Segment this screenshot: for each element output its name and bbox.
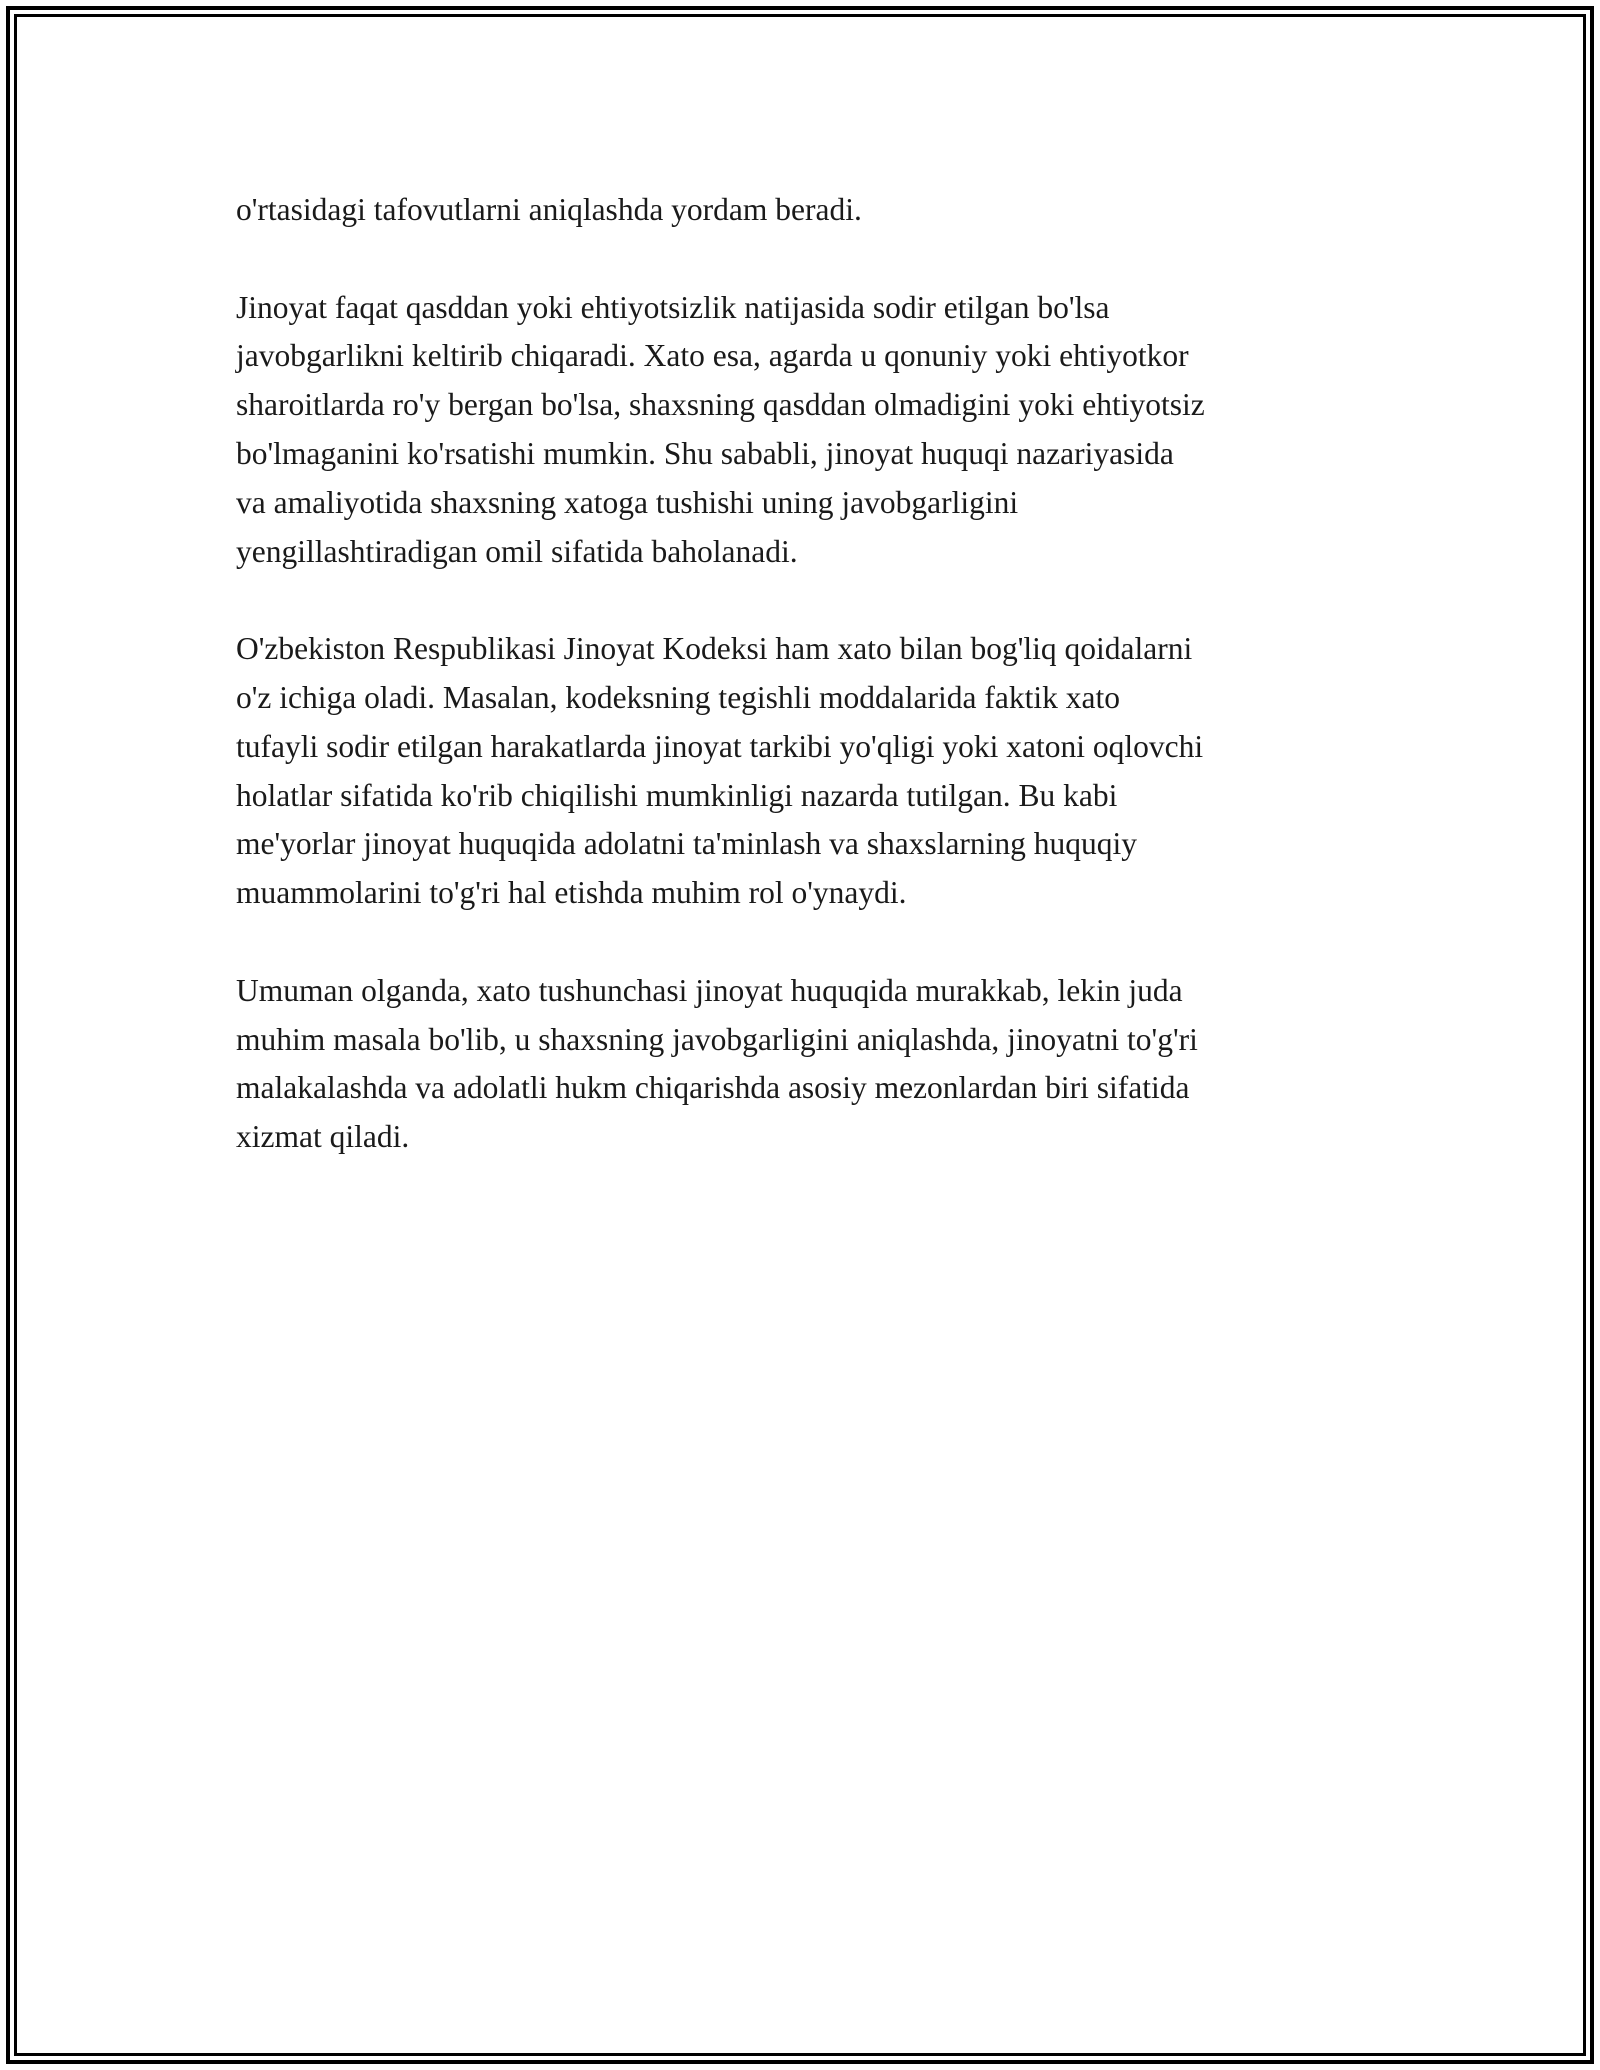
text-line: muammolarini to'g'ri hal etishda muhim rol o'ynaydi. (236, 875, 907, 911)
paragraph-criminal-code (236, 625, 1376, 918)
paragraph-intent-negligence (236, 284, 1376, 577)
text-line: malakalashda va adolatli hukm chiqarishda asosiy mezonlardan biri sifatida (236, 1070, 1190, 1106)
paragraph-continuation (236, 186, 1376, 235)
text-line: javobgarlikni keltirib chiqaradi. Xato esa, agarda u qonuniy yoki ehtiyotkor (236, 338, 1189, 374)
text-line: tufayli sodir etilgan harakatlarda jinoyat tarkibi yo'qligi yoki xatoni oqlovchi (236, 728, 1204, 764)
text-line: o'rtasidagi tafovutlarni aniqlashda yordam beradi. (236, 192, 862, 227)
text-line: me'yorlar jinoyat huquqida adolatni ta'minlash va shaxslarning huquqiy (236, 826, 1138, 862)
text-line: yengillashtiradigan omil sifatida baholanadi. (236, 533, 798, 569)
text-line: xizmat qiladi. (236, 1119, 410, 1155)
text-line: Umuman olganda, xato tushunchasi jinoyat huquqida murakkab, lekin juda (236, 972, 1183, 1008)
text-line: o'z ichiga oladi. Masalan, kodeksning tegishli moddalarida faktik xato (236, 679, 1120, 715)
text-line: O'zbekiston Respublikasi Jinoyat Kodeksi ham xato bilan bog'liq qoidalarni (236, 631, 1193, 667)
text-line: holatlar sifatida ko'rib chiqilishi mumkinligi nazarda tutilgan. Bu kabi (236, 777, 1118, 813)
text-line: muhim masala bo'lib, u shaxsning javobgarligini aniqlashda, jinoyatni to'g'ri (236, 1021, 1198, 1057)
text-line: Jinoyat faqat qasddan yoki ehtiyotsizlik natijasida sodir etilgan bo'lsa (236, 289, 1110, 325)
text-line: sharoitlarda ro'y bergan bo'lsa, shaxsning qasddan olmadigini yoki ehtiyotsiz (236, 387, 1205, 423)
paragraph-conclusion (236, 967, 1376, 1162)
text-line: va amaliyotida shaxsning xatoga tushishi uning javobgarligini (236, 484, 1019, 520)
text-line: bo'lmaganini ko'rsatishi mumkin. Shu sababli, jinoyat huquqi nazariyasida (236, 435, 1174, 471)
document-body (236, 186, 1376, 1211)
